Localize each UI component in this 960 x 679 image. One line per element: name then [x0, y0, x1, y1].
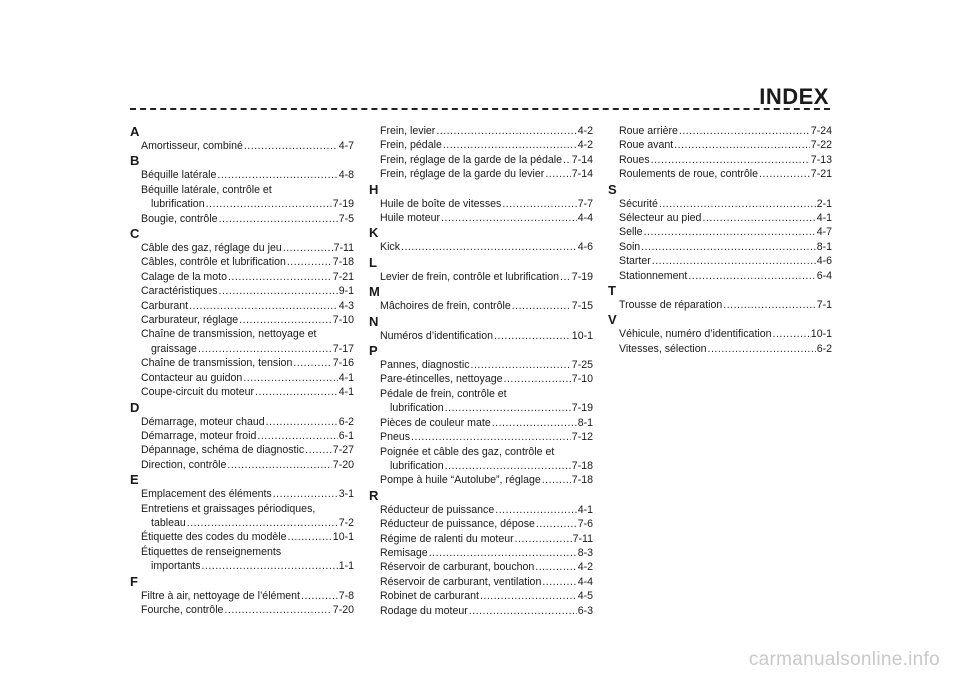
index-entry-page: 4-3 — [338, 299, 354, 312]
index-entry-text: Emplacement des éléments — [141, 488, 272, 501]
index-entry-page: 4-1 — [338, 386, 354, 399]
index-entry-continuation: lubrification — [151, 198, 205, 211]
index-entry-text: Selle — [619, 226, 643, 239]
leader-dots — [244, 139, 338, 153]
index-entry-text: Trousse de réparation — [619, 299, 723, 312]
leader-dots — [545, 167, 570, 181]
index-entry[interactable] — [369, 416, 593, 430]
index-entry-text: Kick — [380, 241, 401, 254]
index-column-1 — [130, 124, 354, 617]
index-entry[interactable] — [369, 372, 593, 386]
index-entry-text: Carburateur, réglage — [141, 314, 239, 327]
index-entry-text: Sécurité — [619, 197, 658, 210]
index-entry-text: Huile moteur — [380, 212, 441, 225]
index-entry-page: 7-18 — [571, 459, 593, 472]
index-entry-continuation: importants — [151, 560, 201, 573]
leader-dots — [255, 385, 338, 399]
index-entry[interactable] — [608, 254, 832, 268]
index-entry[interactable] — [369, 532, 593, 546]
index-entry-text: Fourche, contrôle — [141, 603, 224, 616]
index-entry-text: Réservoir de carburant, bouchon — [380, 561, 535, 574]
leader-dots — [411, 430, 571, 444]
index-entry-text: Soin — [619, 240, 641, 253]
index-entry[interactable] — [369, 197, 593, 211]
index-entry-text: Véhicule, numéro d’identification — [619, 328, 772, 341]
leader-dots — [445, 401, 571, 415]
leader-dots — [187, 516, 338, 530]
leader-dots — [219, 212, 338, 226]
index-entry-continuation: graissage — [151, 342, 197, 355]
leader-dots — [283, 241, 333, 255]
index-entry[interactable] — [369, 167, 593, 181]
index-entry-page: 6-2 — [338, 415, 354, 428]
index-entry[interactable] — [130, 270, 354, 284]
index-entry-text: Démarrage, moteur chaud — [141, 415, 265, 428]
leader-dots — [228, 270, 332, 284]
index-entry-text: Carburant — [141, 299, 189, 312]
index-entry[interactable] — [608, 225, 832, 239]
index-entry-page: 7-27 — [332, 444, 354, 457]
index-entry-page: 7-2 — [338, 516, 354, 529]
leader-dots — [198, 342, 332, 356]
index-entry-page: 4-1 — [816, 212, 832, 225]
leader-dots — [217, 168, 337, 182]
index-entry-page: 4-4 — [577, 575, 593, 588]
section-letter: K — [369, 225, 379, 241]
index-entry-page: 2-1 — [816, 197, 832, 210]
leader-dots — [759, 167, 810, 181]
index-entry-page: 10-1 — [810, 328, 832, 341]
header-divider — [130, 108, 830, 110]
section-letter: B — [130, 153, 140, 169]
index-entry-text: Roue avant — [619, 139, 674, 152]
index-entry[interactable] — [369, 153, 593, 167]
index-entry-text: Frein, réglage de la garde du levier — [380, 168, 545, 181]
index-entry-text: Pneus — [380, 431, 411, 444]
index-entry-continuation: lubrification — [390, 459, 444, 472]
index-entry-page: 1-1 — [338, 560, 354, 573]
index-entry-page: 7-14 — [571, 153, 593, 166]
index-entry[interactable] — [130, 502, 354, 531]
index-entry-page: 7-10 — [332, 314, 354, 327]
index-entry-page: 4-6 — [816, 255, 832, 268]
leader-dots — [273, 487, 338, 501]
index-entry[interactable] — [130, 415, 354, 429]
leader-dots — [219, 284, 338, 298]
index-entry-page: 7-13 — [810, 153, 832, 166]
index-entry-text: Pannes, diagnostic — [380, 359, 470, 372]
index-entry-text: Roue arrière — [619, 125, 678, 137]
watermark: carmanualsonline.info — [748, 649, 940, 670]
leader-dots — [266, 415, 338, 429]
index-entry-text: Dépannage, schéma de diagnostic — [141, 444, 305, 457]
index-entry[interactable] — [608, 197, 832, 211]
index-entry[interactable] — [130, 139, 354, 153]
index-entry-text: Étiquette des codes du modèle — [141, 531, 287, 544]
index-entry-page: 7-5 — [338, 212, 354, 225]
leader-dots — [445, 459, 571, 473]
leader-dots — [227, 458, 331, 472]
index-entry[interactable] — [369, 575, 593, 589]
index-entry-text: Roues — [619, 153, 650, 166]
leader-dots — [293, 356, 331, 370]
index-entry[interactable] — [130, 183, 354, 212]
index-entry[interactable] — [369, 430, 593, 444]
leader-dots — [429, 546, 577, 560]
leader-dots — [542, 575, 576, 589]
index-entry-text: Pédale de frein, contrôle et — [380, 387, 507, 400]
index-entry[interactable] — [608, 138, 832, 152]
index-entry-text: Pièces de couleur mate — [380, 416, 491, 429]
leader-dots — [659, 197, 816, 211]
index-entry-continuation: tableau — [151, 516, 186, 529]
section-letter: A — [130, 124, 140, 139]
index-entry[interactable] — [130, 284, 354, 298]
index-entry-text: Poignée et câble des gaz, contrôle et — [380, 445, 555, 458]
index-entry[interactable] — [608, 342, 832, 356]
index-entry-page: 6-1 — [338, 429, 354, 442]
index-entry[interactable] — [369, 240, 593, 254]
index-entry-page: 4-8 — [338, 169, 354, 182]
index-entry-text: Stationnement — [619, 269, 688, 282]
index-entry-page: 7-20 — [332, 458, 354, 471]
index-entry-page: 7-19 — [571, 270, 593, 283]
index-entry[interactable] — [369, 546, 593, 560]
leader-dots — [679, 124, 810, 138]
index-entry-continuation: lubrification — [390, 402, 444, 415]
index-entry[interactable] — [369, 329, 593, 343]
leader-dots — [243, 371, 337, 385]
section-letter: H — [369, 181, 379, 197]
leader-dots — [301, 589, 338, 603]
leader-dots — [652, 254, 816, 268]
index-entry-page: 7-18 — [332, 256, 354, 269]
leader-dots — [560, 270, 571, 284]
index-entry-page: 7-20 — [332, 603, 354, 616]
index-entry-page: 7-22 — [810, 139, 832, 152]
index-entry[interactable] — [130, 545, 354, 574]
index-entry-page: 7-16 — [332, 357, 354, 370]
index-entry-page: 8-3 — [577, 546, 593, 559]
leader-dots — [287, 255, 332, 269]
index-entry[interactable] — [369, 211, 593, 225]
index-entry-page: 7-25 — [571, 359, 593, 372]
index-entry-text: Starter — [619, 255, 651, 268]
index-entry-text: Contacteur au guidon — [141, 371, 243, 384]
index-entry[interactable] — [369, 560, 593, 574]
index-entry-page: 6-2 — [816, 342, 832, 355]
index-entry[interactable] — [608, 298, 832, 312]
index-entry-text: Régime de ralenti du moteur — [380, 532, 514, 545]
index-entry-text: Roulements de roue, contrôle — [619, 168, 758, 181]
leader-dots — [536, 517, 577, 531]
index-entry[interactable] — [369, 473, 593, 487]
leader-dots — [773, 327, 810, 341]
section-letter: C — [130, 226, 140, 242]
index-entry[interactable] — [608, 167, 832, 181]
index-entry[interactable] — [608, 211, 832, 225]
index-entry-page: 4-2 — [577, 125, 593, 137]
leader-dots — [443, 138, 577, 152]
section-letter: S — [608, 181, 617, 197]
index-entry[interactable] — [369, 138, 593, 152]
index-entry[interactable] — [369, 358, 593, 372]
index-entry-text: Entretiens et graissages périodiques, — [141, 502, 316, 515]
index-entry[interactable] — [130, 212, 354, 226]
leader-dots — [480, 589, 577, 603]
index-entry-text: Frein, levier — [380, 125, 436, 137]
index-entry[interactable] — [369, 387, 593, 416]
section-letter: R — [369, 487, 379, 503]
index-entry-page: 10-1 — [332, 531, 354, 544]
index-entry-text: Sélecteur au pied — [619, 212, 702, 225]
index-entry-page: 7-19 — [332, 198, 354, 211]
index-entry[interactable] — [608, 269, 832, 283]
index-entry-text: Réservoir de carburant, ventilation — [380, 575, 542, 588]
index-entry-text: Frein, réglage de la garde de la pédale — [380, 153, 562, 166]
leader-dots — [563, 153, 571, 167]
index-entry[interactable] — [608, 124, 832, 138]
leader-dots — [641, 240, 815, 254]
index-entry-text: Câbles, contrôle et lubrification — [141, 256, 286, 269]
leader-dots — [495, 503, 576, 517]
index-entry-text: Chaîne de transmission, nettoyage et — [141, 328, 317, 341]
index-entry-page: 7-18 — [571, 474, 593, 487]
leader-dots — [512, 299, 571, 313]
index-entry[interactable] — [130, 487, 354, 501]
index-entry-text: Numéros d’identification — [380, 329, 494, 342]
leader-dots — [502, 197, 576, 211]
index-entry-page: 8-1 — [577, 416, 593, 429]
leader-dots — [239, 313, 332, 327]
index-entry-page: 7-17 — [332, 342, 354, 355]
section-letter: E — [130, 472, 139, 488]
index-entry-page: 7-19 — [571, 402, 593, 415]
index-entry-text: Béquille latérale — [141, 169, 217, 182]
index-entry-text: Pompe à huile “Autolube”, réglage — [380, 474, 541, 487]
index-entry-page: 4-7 — [816, 226, 832, 239]
page-title: INDEX — [759, 84, 829, 109]
leader-dots — [688, 269, 815, 283]
index-entry-text: Coupe-circuit du moteur — [141, 386, 255, 399]
index-entry-text: Rodage du moteur — [380, 604, 468, 617]
index-entry-page: 3-1 — [338, 488, 354, 501]
leader-dots — [257, 429, 337, 443]
index-entry-page: 7-7 — [577, 197, 593, 210]
index-column-3 — [608, 124, 832, 356]
leader-dots — [644, 225, 816, 239]
index-entry-page: 8-1 — [816, 240, 832, 253]
leader-dots — [469, 604, 577, 618]
index-entry[interactable] — [369, 445, 593, 474]
index-entry-text: Chaîne de transmission, tension — [141, 357, 293, 370]
index-entry-page: 4-2 — [577, 561, 593, 574]
leader-dots — [305, 443, 332, 457]
index-entry-page: 7-11 — [333, 242, 354, 255]
leader-dots — [441, 211, 577, 225]
index-entry-text: Robinet de carburant — [380, 590, 479, 603]
leader-dots — [494, 329, 571, 343]
index-entry-page: 7-24 — [810, 125, 832, 137]
index-entry-page: 7-21 — [332, 270, 354, 283]
index-entry[interactable] — [130, 255, 354, 269]
index-entry[interactable] — [369, 299, 593, 313]
index-entry[interactable] — [130, 168, 354, 182]
index-entry[interactable] — [130, 356, 354, 370]
index-entry-text: Étiquettes de renseignements — [141, 545, 282, 558]
leader-dots — [206, 197, 332, 211]
index-entry-page: 4-6 — [577, 241, 593, 254]
leader-dots — [471, 358, 571, 372]
index-entry-page: 7-15 — [571, 300, 593, 313]
section-letter: T — [608, 283, 616, 299]
index-entry-page: 7-1 — [816, 299, 832, 312]
index-entry-page: 7-10 — [571, 373, 593, 386]
index-entry-page: 7-8 — [338, 589, 354, 602]
index-entry-text: Levier de frein, contrôle et lubrification — [380, 270, 560, 283]
index-entry-page: 4-2 — [577, 139, 593, 152]
index-entry-text: Caractéristiques — [141, 285, 218, 298]
index-entry-text: Vitesses, sélection — [619, 342, 707, 355]
leader-dots — [535, 560, 576, 574]
leader-dots — [401, 240, 577, 254]
index-entry[interactable] — [608, 240, 832, 254]
leader-dots — [504, 372, 571, 386]
index-entry[interactable] — [369, 124, 593, 138]
index-entry[interactable] — [130, 530, 354, 544]
section-letter: L — [369, 254, 377, 270]
index-entry-text: Filtre à air, nettoyage de l’élément — [141, 589, 300, 602]
index-entry-page: 7-12 — [571, 431, 593, 444]
index-entry-text: Réducteur de puissance — [380, 503, 495, 516]
index-entry[interactable] — [369, 589, 593, 603]
leader-dots — [723, 298, 815, 312]
index-entry-text: Huile de boîte de vitesses — [380, 197, 502, 210]
index-entry[interactable] — [130, 371, 354, 385]
index-entry-text: Réducteur de puissance, dépose — [380, 518, 535, 531]
section-letter: F — [130, 573, 138, 589]
leader-dots — [224, 603, 331, 617]
index-entry[interactable] — [608, 153, 832, 167]
index-entry-page: 7-14 — [571, 168, 593, 181]
index-entry-text: Pare-étincelles, nettoyage — [380, 373, 503, 386]
index-entry-text: Démarrage, moteur froid — [141, 429, 257, 442]
index-entry[interactable] — [130, 313, 354, 327]
leader-dots — [702, 211, 815, 225]
index-entry-text: Amortisseur, combiné — [141, 140, 243, 152]
index-column-2 — [369, 124, 593, 618]
index-entry[interactable] — [130, 385, 354, 399]
index-entry[interactable] — [130, 299, 354, 313]
leader-dots — [674, 138, 810, 152]
index-entry[interactable] — [130, 327, 354, 356]
index-entry-page: 4-7 — [338, 140, 354, 152]
index-entry-page: 6-4 — [816, 269, 832, 282]
index-entry-page: 4-1 — [577, 503, 593, 516]
index-entry[interactable] — [130, 429, 354, 443]
index-entry[interactable] — [130, 241, 354, 255]
section-letter: V — [608, 312, 617, 328]
index-entry-page: 7-6 — [577, 518, 593, 531]
leader-dots — [542, 473, 571, 487]
index-entry[interactable] — [130, 443, 354, 457]
leader-dots — [189, 299, 338, 313]
index-entry-text: Bougie, contrôle — [141, 212, 218, 225]
index-entry-text: Câble des gaz, réglage du jeu — [141, 242, 282, 255]
index-entry-page: 9-1 — [338, 285, 354, 298]
index-entry[interactable] — [130, 458, 354, 472]
index-entry-page: 4-4 — [577, 212, 593, 225]
index-entry[interactable] — [369, 270, 593, 284]
index-entry-page: 10-1 — [571, 329, 593, 342]
index-entry[interactable] — [130, 603, 354, 617]
index-entry[interactable] — [130, 589, 354, 603]
leader-dots — [436, 124, 576, 138]
section-letter: P — [369, 343, 378, 359]
index-entry-page: 6-3 — [577, 604, 593, 617]
index-entry-text: Direction, contrôle — [141, 458, 227, 471]
index-entry-page: 4-5 — [577, 590, 593, 603]
leader-dots — [651, 153, 810, 167]
section-letter: N — [369, 313, 379, 329]
leader-dots — [287, 530, 331, 544]
leader-dots — [708, 342, 816, 356]
leader-dots — [515, 532, 572, 546]
index-entry[interactable] — [369, 604, 593, 618]
index-entry-text: Frein, pédale — [380, 139, 442, 152]
leader-dots — [492, 416, 577, 430]
index-entry-page: 4-1 — [338, 371, 354, 384]
index-entry-text: Béquille latérale, contrôle et — [141, 183, 272, 196]
index-entry-text: Calage de la moto — [141, 270, 227, 283]
index-entry[interactable] — [608, 327, 832, 341]
index-entry-text: Remisage — [380, 546, 428, 559]
section-letter: D — [130, 399, 140, 415]
section-letter: M — [369, 284, 380, 300]
index-entry-page: 7-11 — [572, 532, 593, 545]
index-entry-text: Mâchoires de frein, contrôle — [380, 300, 511, 313]
index-entry[interactable] — [369, 517, 593, 531]
index-entry-page: 7-21 — [810, 168, 832, 181]
leader-dots — [201, 559, 337, 573]
index-entry[interactable] — [369, 503, 593, 517]
